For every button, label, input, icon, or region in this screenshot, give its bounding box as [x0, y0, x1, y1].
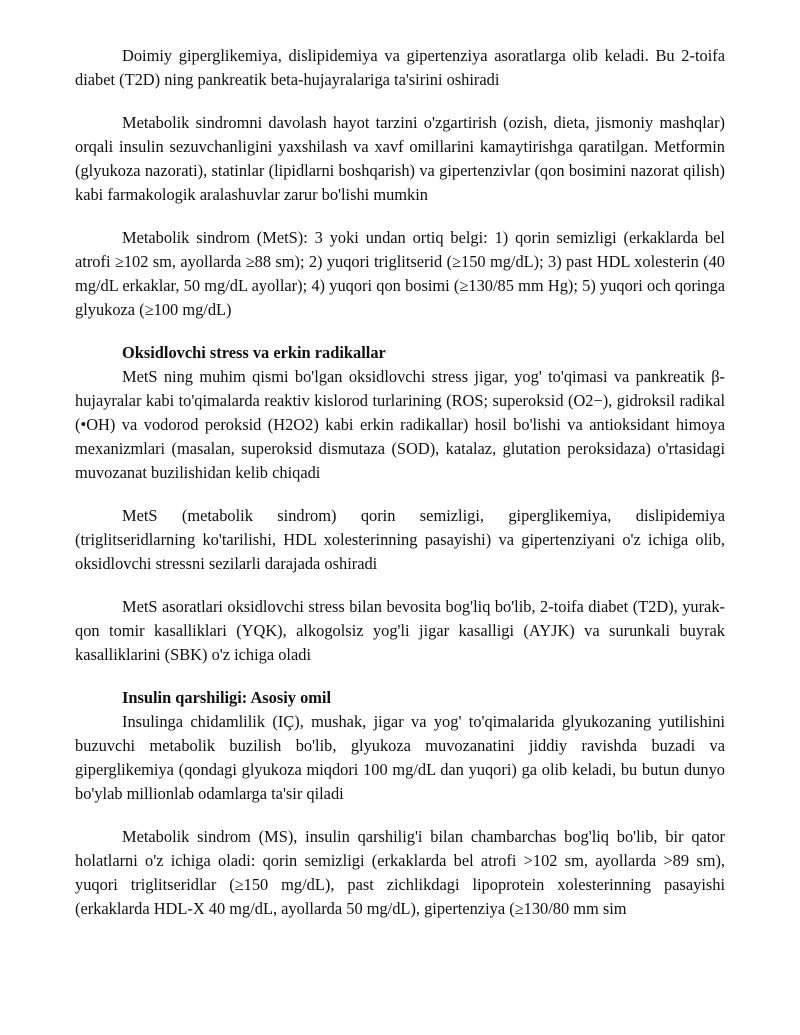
paragraph: Metabolik sindrom (MS), insulin qarshilig'i bilan chambarchas bog'liq bo'lib, bir qator holatlarni o'z ichiga oladi: qorin semizligi (erkaklarda bel atrofi >102 sm, ayollarda >89 sm), yuqori triglitseridlar (≥150 mg/dL), past zichlikdagi lipoprotein xolesterinning pasayishi (erkaklarda HDL-X 40 mg/dL, ayollarda 50 mg/dL), gipertenziya (≥130/80 mm sim [75, 827, 725, 918]
paragraph: MetS asoratlari oksidlovchi stress bilan bevosita bog'liq bo'lib, 2-toifa diabet (T2D), yurak-qon tomir kasalliklari (YQK), alkogolsiz yog'li jigar kasalligi (AYJK) va surunkali buyrak kasalliklarini (SBK) o'z ichiga oladi [75, 597, 725, 664]
paragraph: MetS ning muhim qismi bo'lgan oksidlovchi stress jigar, yog' to'qimasi va pankreatik β-hujayralar kabi to'qimalarda reaktiv kislorod turlarining (ROS; superoksid (O2−), gidroksil radikal (•OH) va vodorod peroksid (H2O2) kabi erkin radikallar) hosil bo'lishi va antioksidant himoya mexanizmlari (masalan, superoksid dismutaza (SOD), katalaz, glutation peroksidaza) o'rtasidagi muvozanat buzilishidan kelib chiqadi [75, 367, 725, 482]
section-heading-insulin-resistance: Insulin qarshiligi: Asosiy omil [122, 688, 332, 707]
section-heading-oxidative-stress: Oksidlovchi stress va erkin radikallar [122, 343, 386, 362]
paragraph: Doimiy giperglikemiya, dislipidemiya va gipertenziya asoratlarga olib keladi. Bu 2-toifa diabet (T2D) ning pankreatik beta-hujayralariga ta'sirini oshiradi [75, 46, 725, 89]
paragraph: Insulinga chidamlilik (IÇ), mushak, jigar va yog' to'qimalarida glyukozaning yutilishini buzuvchi metabolik buzilish bo'lib, glyukoza muvozanatini jiddiy ravishda buzadi va giperglikemiya (qondagi glyukoza miqdori 100 mg/dL dan yuqori) ga olib keladi, bu butun dunyo bo'ylab millionlab odamlarga ta'sir qiladi [75, 712, 725, 803]
paragraph: Metabolik sindromni davolash hayot tarzini o'zgartirish (ozish, dieta, jismoniy mashqlar) orqali insulin sezuvchanligini yaxshilash va xavf omillarini kamaytirishga qaratilgan. Metformin (glyukoza nazorati), statinlar (lipidlarni boshqarish) va gipertenzivlar (qon bosimini nazorat qilish) kabi farmakologik aralashuvlar zarur bo'lishi mumkin [75, 113, 725, 204]
paragraph: MetS (metabolik sindrom) qorin semizligi, giperglikemiya, dislipidemiya (triglitseridlarning ko'tarilishi, HDL xolesterinning pasayishi) va gipertenziyani o'z ichiga olib, oksidlovchi stressni sezilarli darajada oshiradi [75, 506, 725, 573]
paragraph: Metabolik sindrom (MetS): 3 yoki undan ortiq belgi: 1) qorin semizligi (erkaklarda bel atrofi ≥102 sm, ayollarda ≥88 sm); 2) yuqori triglitserid (≥150 mg/dL); 3) past HDL xolesterin (40 mg/dL erkaklar, 50 mg/dL ayollar); 4) yuqori qon bosimi (≥130/85 mm Hg); 5) yuqori och qoringa glyukoza (≥100 mg/dL) [75, 228, 725, 319]
